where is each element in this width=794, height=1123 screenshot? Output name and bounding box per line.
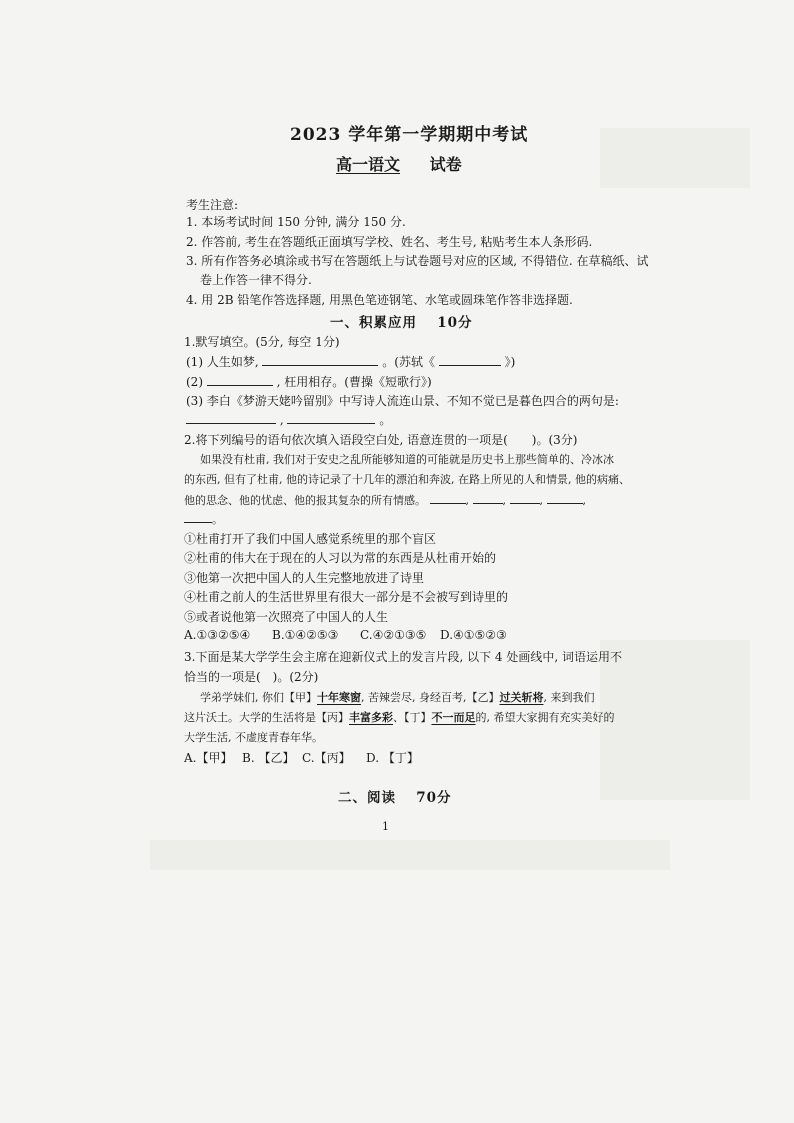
answer-blank[interactable] [439, 353, 501, 366]
answer-blank[interactable] [510, 491, 540, 504]
passage-line [184, 709, 615, 725]
passage-line [200, 689, 594, 705]
paper-label: 试卷 [429, 155, 462, 174]
answer-choice[interactable]: C.④②①③⑤ [360, 628, 427, 642]
underlined-term: 丰富多彩 [349, 711, 393, 724]
option-sentence: ③他第一次把中国人的人生完整地放进了诗里 [184, 571, 425, 585]
line-text: , 枉用相存。(曹操《短歌行》) [276, 375, 432, 389]
line-text: 的, 希望大家拥有充实美好的 [475, 711, 615, 724]
line-text: , 来到我们 [543, 691, 595, 704]
page-number: 1 [382, 820, 389, 833]
line-text: 这片沃土。大学的生活将是【丙】 [184, 711, 349, 724]
question-stem: 2.将下列编号的语句依次填入语段空白处, 语意连贯的一项是( )。(3分) [184, 433, 578, 447]
underlined-term: 十年寒窗 [317, 691, 361, 704]
answer-blank[interactable] [184, 510, 212, 523]
answer-blank[interactable] [207, 373, 273, 386]
line-text: 、【丁】 [393, 711, 432, 724]
answer-blank[interactable] [186, 411, 276, 424]
line-text: 。 [379, 413, 392, 427]
question-line: (3) 李白《梦游天姥吟留别》中写诗人流连山景、不知不觉已是暮色四合的两句是: [186, 394, 619, 408]
option-sentence: ①杜甫打开了我们中国人感觉系统里的那个盲区 [184, 532, 437, 546]
answer-choice[interactable]: C.【丙】 [302, 751, 351, 765]
section-heading: 二、阅读 70分 [338, 790, 452, 806]
answer-choice[interactable]: B.①④②⑤③ [272, 628, 339, 642]
passage-line: 。 [184, 510, 223, 527]
option-sentence: ⑤或者说他第一次照亮了中国人的人生 [184, 610, 389, 624]
option-sentence: ②杜甫的伟大在于现在的人习以为常的东西是从杜甫开始的 [184, 551, 497, 565]
notice-item: 1. 本场考试时间 150 分钟, 满分 150 分. [186, 215, 406, 229]
passage-line: 他的思念、他的忧虑、他的报其复杂的所有情感。 , , , , [184, 491, 586, 508]
question-stem: 恰当的一项是( )。(2分) [184, 670, 319, 684]
line-text: 他的思念、他的忧虑、他的报其复杂的所有情感。 [184, 494, 426, 507]
exam-title: 2023 学年第一学期期中考试 [290, 125, 529, 145]
question-line [186, 353, 515, 370]
subject-name: 高一语文 [336, 155, 401, 174]
notice-item: 2. 作答前, 考生在答题纸正面填写学校、姓名、考生号, 粘贴考生本人条形码. [186, 235, 593, 249]
passage-line: 大学生活, 不虚度青春年华。 [184, 731, 323, 744]
answer-choice[interactable]: D. 【丁】 [366, 751, 419, 765]
question-line [186, 411, 391, 428]
answer-choice[interactable]: A.①③②⑤④ [184, 628, 251, 642]
line-text: (1) 人生如梦, [186, 355, 259, 369]
question-stem: 1.默写填空。(5分, 每空 1分) [184, 335, 340, 349]
notice-item: 4. 用 2B 铅笔作答选择题, 用黑色笔迹钢笔、水笔或圆珠笔作答非选择题. [186, 293, 573, 307]
line-text: , 苦辣尝尽, 身经百考,【乙】 [361, 691, 500, 704]
scan-shadow [600, 128, 750, 188]
answer-blank[interactable] [473, 491, 503, 504]
answer-blank[interactable] [430, 491, 466, 504]
passage-line: 的东西, 但有了杜甫, 他的诗记录了十几年的漂泊和奔波, 在路上所见的人和情景, 他的病痛、 [184, 473, 630, 486]
underlined-term: 过关斩将 [499, 691, 544, 704]
option-sentence: ④杜甫之前人的生活世界里有很大一部分是不会被写到诗里的 [184, 590, 509, 604]
line-text: 》) [504, 355, 516, 369]
answer-choice[interactable]: D.④①⑤②③ [440, 628, 507, 642]
answer-blank[interactable] [287, 411, 375, 424]
scan-shadow [150, 840, 670, 870]
scan-shadow [600, 640, 750, 800]
passage-line: 如果没有杜甫, 我们对于安史之乱所能够知道的可能就是历史书上那些简单的、冷冰冰 [200, 453, 614, 466]
exam-subtitle [322, 152, 462, 175]
notice-heading: 考生注意: [186, 198, 239, 212]
question-stem: 3.下面是某大学学生会主席在迎新仪式上的发言片段, 以下 4 处画线中, 词语运用不 [184, 650, 622, 664]
line-text: (2) [186, 375, 203, 389]
line-text: , [279, 413, 284, 427]
answer-blank[interactable] [547, 491, 583, 504]
underlined-term: 不一而足 [431, 711, 476, 724]
notice-item: 卷上作答一律不得分. [200, 273, 312, 287]
answer-blank[interactable] [262, 353, 378, 366]
question-line [186, 373, 432, 390]
section-heading: 一、积累应用 10分 [330, 315, 473, 331]
answer-choice[interactable]: B. 【乙】 [242, 751, 295, 765]
line-text: 。(苏轼《 [382, 355, 435, 369]
line-text: 学弟学妹们, 你们【甲】 [200, 691, 317, 704]
answer-choice[interactable]: A.【甲】 [184, 751, 233, 765]
notice-item: 3. 所有作答务必填涂或书写在答题纸上与试卷题号对应的区域, 不得错位. 在草稿纸、试 [186, 254, 649, 268]
